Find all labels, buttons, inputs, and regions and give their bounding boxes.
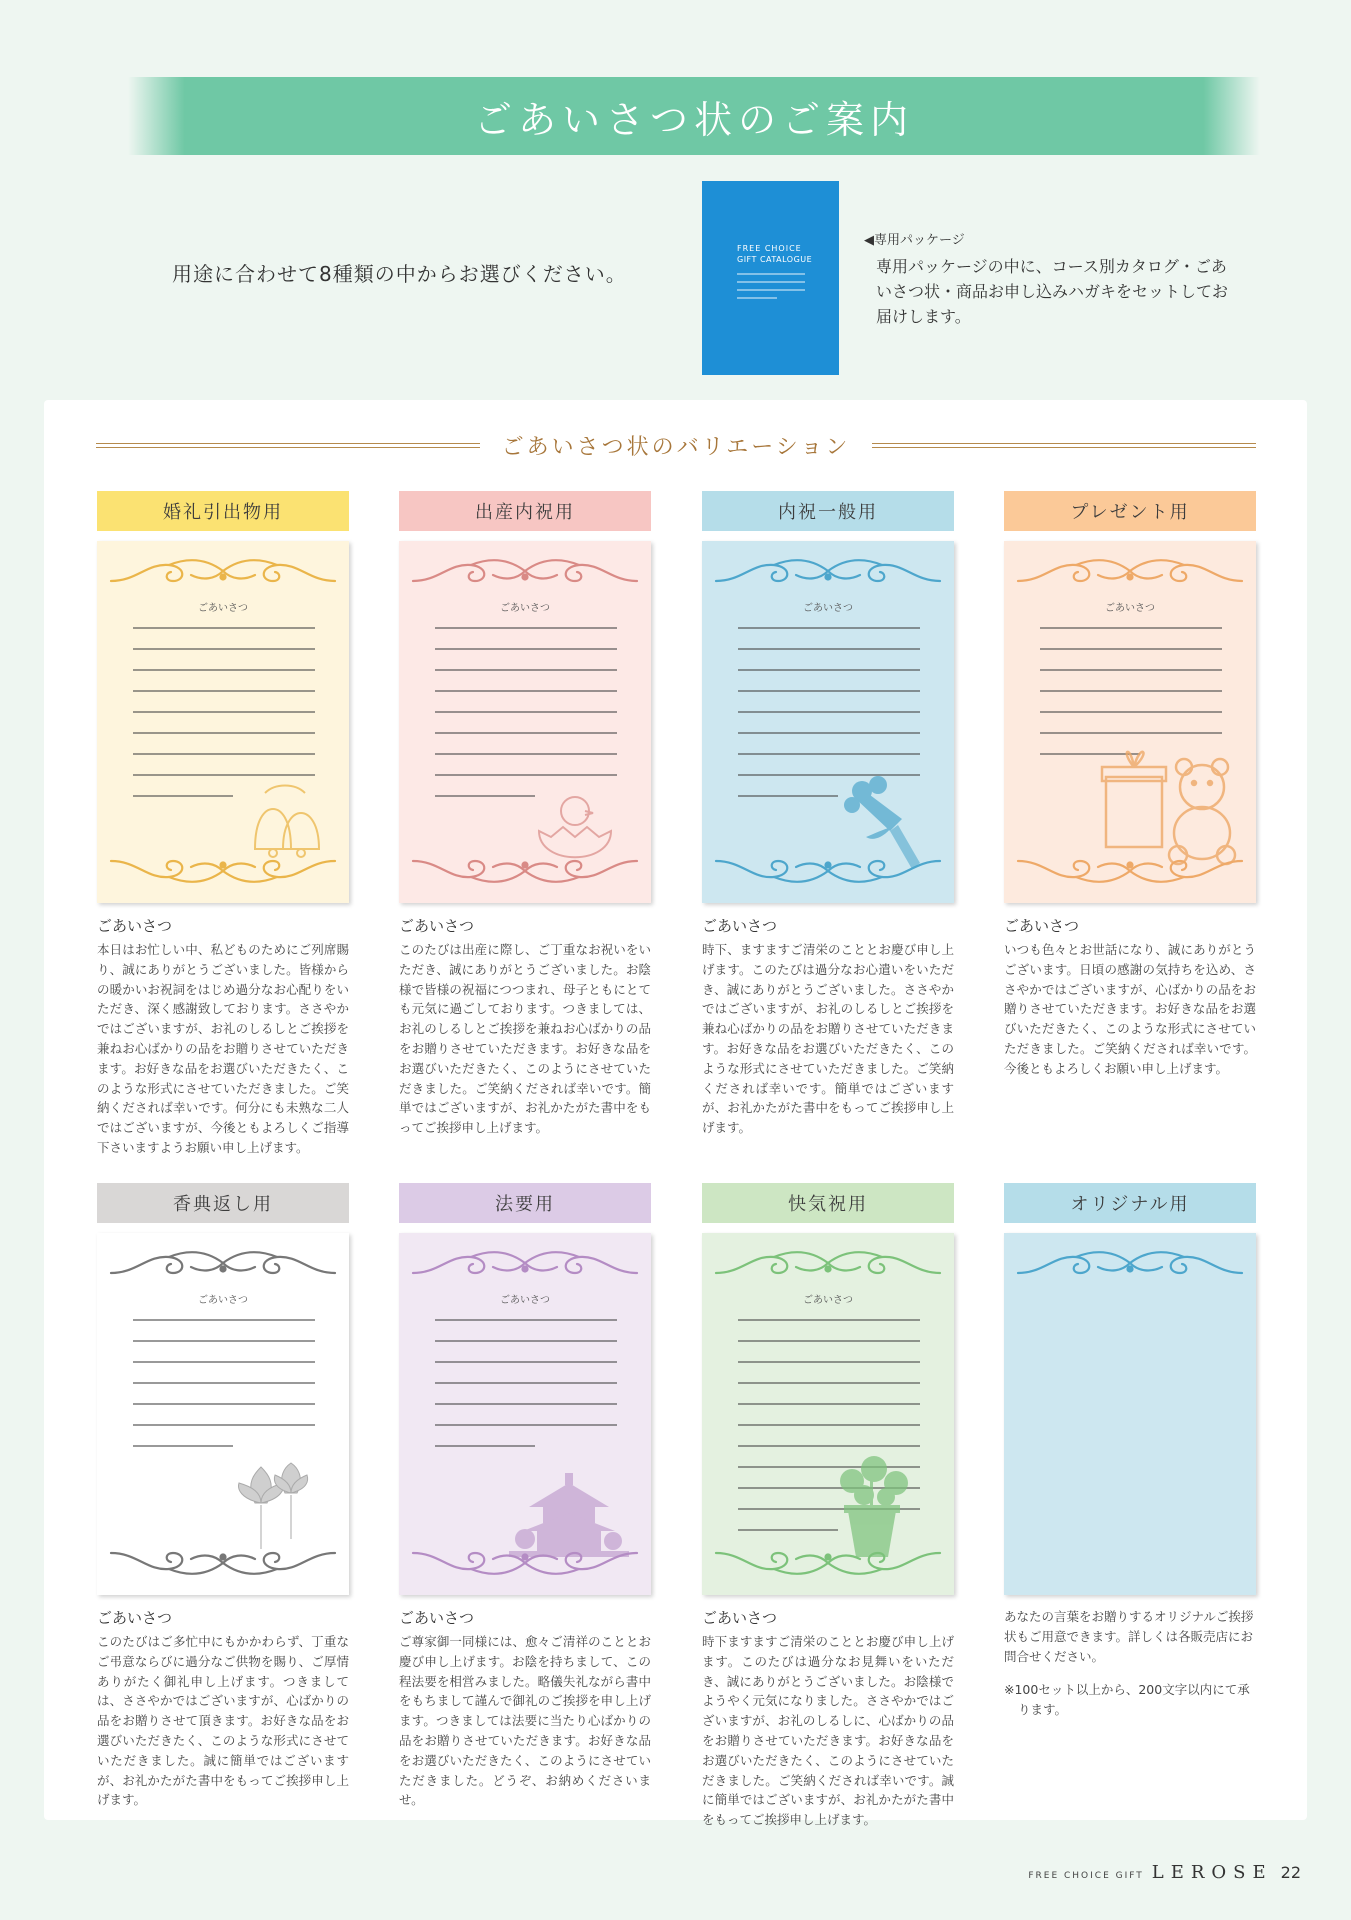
letter-preview [399,541,651,903]
letter-text-line [435,1424,617,1426]
greeting-card-1 [97,491,349,1158]
page-title: ごあいさつ状のご案内 [473,97,914,142]
ornament-flourish-icon [107,1243,339,1283]
greeting-card-4 [1004,491,1256,1079]
package-description: 専用パッケージの中に、コース別カタログ・ごあいさつ状・商品お申し込みハガキをセットしてお届けします。 [876,257,1229,326]
letter-text-line [133,690,315,692]
catalog-text-line [737,281,805,283]
letter-text-line [738,1403,920,1405]
greeting-card-5 [97,1183,349,1810]
catalog-text-line [737,273,805,275]
card-tab: 法要用 [399,1183,651,1223]
letter-text-line [133,627,315,629]
caption-body: いつも色々とお世話になり、誠にありがとうございます。日頃の感謝の気持ちを込め、ささやかではございますが、心ばかりの品をお贈りさせていただきます。お好きな品をお選びいただきたく、このような形式にさせていただきました。ご笑納くだされば幸いです。今後ともよろしくお願い申し上げます。 [1004,942,1256,1076]
caption-title: ごあいさつ [399,1609,475,1627]
ornament-flourish-icon [409,551,641,591]
caption-note: ※100セット以上から、200文字以内にて承ります。 [1004,1682,1250,1718]
letter-text-line [435,732,617,734]
card-tab: プレゼント用 [1004,491,1256,531]
letter-text-line [435,690,617,692]
section-title-row [96,430,1256,460]
letter-text-line [738,1424,920,1426]
letter-text-line [738,1340,920,1342]
letter-text-line [1040,669,1222,671]
caption-body: 本日はお忙しい中、私どものためにご列席賜り、誠にありがとうございました。皆様からの暖かいお祝詞をはじめ過分なお心配りをいただき、深く感謝致しております。ささやかではございますが、お礼のしるしとご挨拶を兼ねお心ばかりの品をお贈りさせていただきます。お好きな品をお選びいただきたく、このような形式にさせていただきました。ご笑納くだされば幸いです。何分にも未熟な二人ではございますが、今後ともよろしくご指導下さいますようお願い申し上げます。 [97,942,349,1155]
letter-text-line [133,669,315,671]
letter-text-line [738,795,838,797]
letter-text-line [133,711,315,713]
letter-preview [702,1233,954,1595]
ornament-flourish-icon [409,1543,641,1583]
caption-body: このたびはご多忙中にもかかわらず、丁重なご弔意ならびに過分なご供物を賜り、ご厚情ありがたく御礼申し上げます。つきましては、ささやかではございますが、心ばかりの品をお贈りさせて頂きます。お好きな品をお選びいただきたく、このような形式にさせていただきました。誠に簡単ではございますが、お礼かたがた書中をもってご挨拶申し上げます。 [97,1634,349,1808]
letter-preview [97,541,349,903]
teddy-bear-icon [1100,737,1250,867]
package-catalog-image [702,181,839,375]
letter-text-line [738,1319,920,1321]
catalog-title-line1: FREE CHOICE [737,244,802,253]
letter-text-line [133,1403,315,1405]
divider-left [96,443,480,448]
bells-icon [235,779,325,859]
ornament-flourish-icon [712,551,944,591]
letter-text-line [435,669,617,671]
letter-text-line [133,753,315,755]
letter-text-line [738,1361,920,1363]
letter-preview [1004,541,1256,903]
caption-body: ご尊家御一同様には、愈々ご清祥のこととお慶び申し上げます。お陰を持ちまして、この程法要を相営みました。略儀失礼ながら書中をもちまして謹んで御礼のご挨拶を申し上げます。つきましては法要に当たり心ばかりの品をお贈りさせていただきます。お好きな品をお選びいただきたく、このようにさせていただきました。どうぞ、お納めくださいませ。 [399,1634,651,1808]
letter-text-line [1040,627,1222,629]
caption-title: ごあいさつ [97,1609,173,1627]
letter-text-line [435,711,617,713]
divider-right [872,443,1256,448]
letter-text-line [133,795,233,797]
intro-text: 用途に合わせて8種類の中からお選びください。 [172,262,627,286]
package-label: ◀専用パッケージ [864,233,965,248]
letter-text-line [1040,648,1222,650]
letter-heading: ごあいさつ [198,603,248,614]
letter-text-line [435,1382,617,1384]
caption-body: 時下、ますますご清栄のこととお慶び申し上げます。このたびは過分なお心遣いをいただき、誠にありがとうございました。ささやかではございますが、お礼のしるしとご挨拶を兼ね心ばかりの品をお贈りさせていただきます。お好きな品をお選びいただきたく、このような形式にさせていただきました。ご笑納くだされば幸いです。簡単ではございますが、お礼かたがた書中をもってご挨拶申し上げます。 [702,942,954,1136]
letter-text-line [133,1340,315,1342]
letter-text-line [1040,711,1222,713]
letter-text-line [133,1445,233,1447]
letter-text-line [133,1424,315,1426]
letter-heading: ごあいさつ [803,603,853,614]
letter-text-line [133,774,315,776]
letter-heading: ごあいさつ [500,1295,550,1306]
letter-preview [97,1233,349,1595]
card-tab: 出産内祝用 [399,491,651,531]
card-tab: オリジナル用 [1004,1183,1256,1223]
caption-body: このたびは出産に際し、ご丁重なお祝いをいただき、誠にありがとうございました。お陰様で皆様の祝福につつまれ、母子ともにとても元気に過ごしております。つきましては、お礼のしるしとご挨拶を兼ねお心ばかりの品をお贈りさせていただきます。お好きな品をお選びいただきたく、このようにさせていただきました。ご笑納くだされば幸いです。簡単ではございますが、お礼かたがた書中をもってご挨拶申し上げます。 [399,942,651,1136]
caption-body: 時下ますますご清栄のこととお慶び申し上げます。このたびは過分なお見舞いをいただき、誠にありがとうございました。お陰様でようやく元気になりました。ささやかではございますが、お礼のしるしに、心ばかりの品をお贈りさせていただきます。お好きな品をお選びいただきたく、このようにさせていただきました。ご笑納くだされば幸いです。誠に簡単ではございますが、お礼かたがた書中をもってご挨拶申し上げます。 [702,1634,954,1828]
ornament-flourish-icon [712,1543,944,1583]
letter-text-line [1040,732,1222,734]
letter-preview [1004,1233,1256,1595]
letter-text-line [133,1361,315,1363]
letter-text-line [738,669,920,671]
ornament-flourish-icon [1014,851,1246,891]
greeting-card-6 [399,1183,651,1810]
catalog-title-line2: GIFT CATALOGUE [737,255,813,264]
lotus-icon [225,1453,325,1553]
ornament-flourish-icon [409,1243,641,1283]
letter-text-line [133,732,315,734]
greeting-card-3 [702,491,954,1138]
letter-text-line [435,627,617,629]
greeting-card-2 [399,491,651,1138]
letter-text-line [738,753,920,755]
letter-text-line [435,648,617,650]
letter-text-line [738,627,920,629]
letter-text-line [133,1319,315,1321]
letter-text-line [435,1319,617,1321]
caption-title: ごあいさつ [702,1609,778,1627]
letter-text-line [738,732,920,734]
letter-text-line [435,1340,617,1342]
footer [1028,1862,1301,1883]
letter-text-line [435,1361,617,1363]
letter-heading: ごあいさつ [803,1295,853,1306]
letter-text-line [133,1382,315,1384]
ornament-flourish-icon [712,1243,944,1283]
ornament-flourish-icon [409,851,641,891]
caption-title: ごあいさつ [1004,917,1080,935]
letter-text-line [435,795,535,797]
letter-heading: ごあいさつ [500,603,550,614]
greeting-card-8 [1004,1183,1256,1720]
card-tab: 内祝一般用 [702,491,954,531]
letter-preview [702,541,954,903]
ornament-flourish-icon [107,851,339,891]
caption-title: ごあいさつ [399,917,475,935]
caption-body: あなたの言葉をお贈りするオリジナルご挨拶状もご用意できます。詳しくは各販売店にお問合せください。 [1004,1609,1254,1664]
catalog-text-line [737,289,805,291]
letter-text-block [133,1319,315,1466]
ornament-flourish-icon [1014,551,1246,591]
letter-text-line [435,1403,617,1405]
catalog-text-line [737,297,777,299]
ornament-flourish-icon [1014,1243,1246,1283]
caption-title: ごあいさつ [97,917,173,935]
ornament-flourish-icon [107,551,339,591]
letter-heading: ごあいさつ [198,1295,248,1306]
letter-text-line [435,1445,535,1447]
letter-text-line [1040,690,1222,692]
letter-text-line [738,690,920,692]
page-number: 22 [1280,1863,1301,1882]
letter-text-line [435,753,617,755]
footer-tagline: FREE CHOICE GIFT [1028,1871,1144,1881]
caption-title: ごあいさつ [702,917,778,935]
card-tab: 婚礼引出物用 [97,491,349,531]
card-tab: 香典返し用 [97,1183,349,1223]
greeting-card-7 [702,1183,954,1830]
ornament-flourish-icon [107,1543,339,1583]
header-banner [128,77,1260,155]
letter-text-line [133,648,315,650]
card-tab: 快気祝用 [702,1183,954,1223]
letter-heading: ごあいさつ [1105,603,1155,614]
letter-text-line [738,1382,920,1384]
letter-preview [399,1233,651,1595]
footer-brand: LEROSE [1151,1862,1273,1883]
section-title: ごあいさつ状のバリエーション [501,434,851,460]
letter-text-line [738,648,920,650]
letter-text-line [738,711,920,713]
ornament-flourish-icon [712,851,944,891]
letter-text-block [435,1319,617,1466]
